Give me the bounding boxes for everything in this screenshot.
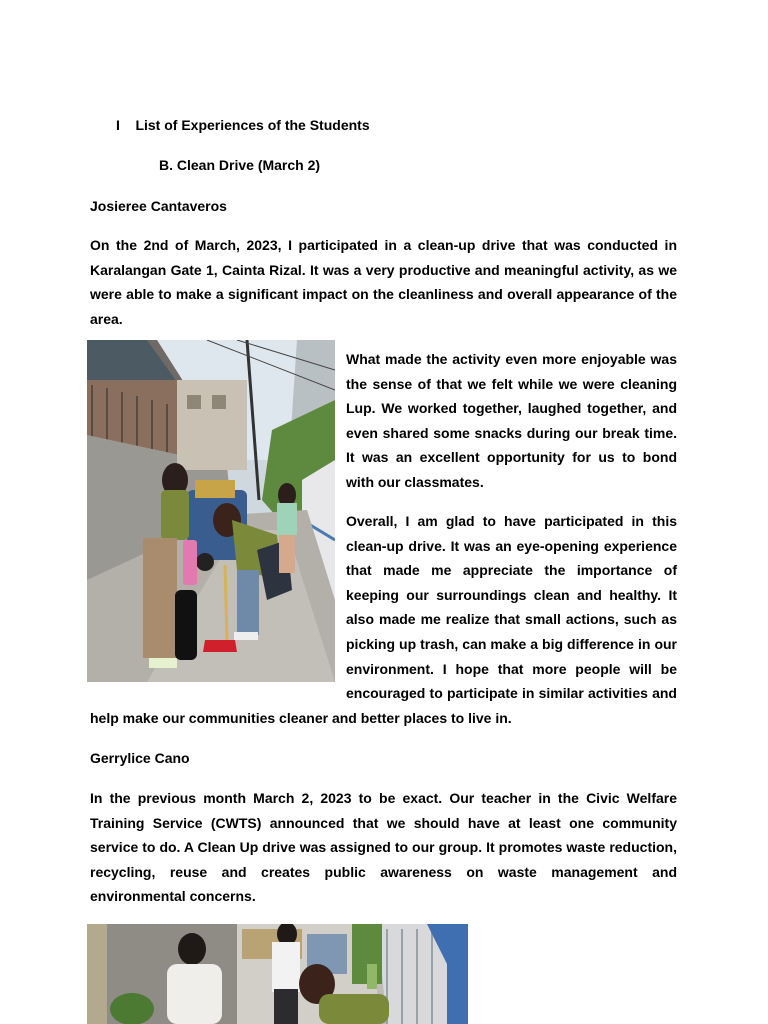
section-heading bbox=[116, 113, 370, 138]
section-title: List of Experiences of the Students bbox=[135, 117, 370, 133]
section-number: I bbox=[116, 117, 120, 133]
paragraph: On the 2nd of March, 2023, I participated in a clean-up drive that was conducted in Karalangan Gate 1, Cainta Rizal. It was a very productive and meaningful activity, as we were able to make a significant impact on the cleanliness and overall appearance of the area. bbox=[90, 237, 677, 327]
subsection-heading: B. Clean Drive (March 2) bbox=[159, 157, 321, 173]
cleanup-photo bbox=[87, 340, 335, 682]
paragraph-continuation: help make our communities cleaner and better places to live in. bbox=[90, 710, 512, 726]
author-name: Gerrylice Cano bbox=[90, 750, 190, 766]
paragraph: What made the activity even more enjoyable was the sense of that we felt while we were cleaning Lup. We worked together, laughed together, and even shared some snacks during our break time. It was an excellent opportunity for us to bond with our classmates. bbox=[346, 351, 677, 490]
author-name: Josieree Cantaveros bbox=[90, 198, 227, 214]
cleanup-photo bbox=[87, 924, 468, 1024]
paragraph: In the previous month March 2, 2023 to be exact. Our teacher in the Civic Welfare Training Service (CWTS) announced that we should have at least one community service to do. A Clean Up drive was assigned to our group. It promotes waste reduction, recycling, reuse and creates public awareness on waste management and environmental concerns. bbox=[90, 790, 677, 905]
paragraph: Overall, I am glad to have participated in this clean-up drive. It was an eye-opening experience that made me appreciate the importance of keeping our surroundings clean and healthy. It also made me realize that small actions, such as picking up trash, can make a big difference in our environment. I hope that more people will be encouraged to participate in similar activities and bbox=[346, 513, 677, 702]
